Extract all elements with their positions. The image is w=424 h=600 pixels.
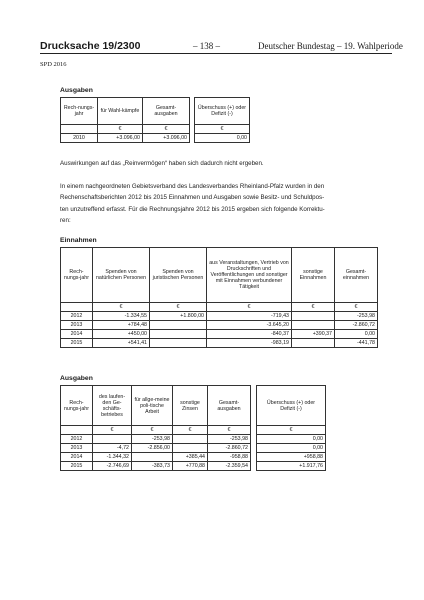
header-cell: für allge-meine poli-tische Arbeit <box>132 386 173 426</box>
value-cell: +541,41 <box>93 339 150 348</box>
value-cell: -253,98 <box>132 435 173 444</box>
table1-ausgaben <box>60 97 250 143</box>
value-cell <box>132 453 173 462</box>
header-cell: sonstige Einnahmen <box>292 248 335 303</box>
year-cell: 2012 <box>61 312 93 321</box>
unit-cell: € <box>150 303 207 312</box>
value-cell <box>292 312 335 321</box>
value-cell: -2.359,54 <box>208 462 251 471</box>
unit-cell: € <box>208 426 251 435</box>
header-cell: für Wahl-kämpfe <box>98 98 143 125</box>
table1-unit-row <box>61 125 250 134</box>
value-cell: -2.860,72 <box>335 321 378 330</box>
value-cell: -1.334,55 <box>93 312 150 321</box>
header-cell: des laufen-den Ge-schäfts-betriebes <box>93 386 132 426</box>
value-cell: -2.856,00 <box>132 444 173 453</box>
value-cell: -2.746,69 <box>93 462 132 471</box>
year-cell: 2015 <box>61 339 93 348</box>
value-cell <box>173 444 208 453</box>
unit-cell: € <box>335 303 378 312</box>
unit-cell: € <box>257 426 326 435</box>
year-cell: 2012 <box>61 435 93 444</box>
unit-cell: € <box>195 125 250 134</box>
value-cell: -253,98 <box>335 312 378 321</box>
table2-header-row <box>61 248 378 303</box>
value-cell: +770,88 <box>173 462 208 471</box>
value-cell: -719,43 <box>207 312 292 321</box>
table-row <box>61 312 378 321</box>
header-cell: sonstige Zinsen <box>173 386 208 426</box>
table2-einnahmen <box>60 247 378 348</box>
header-cell: aus Veranstaltungen, Vertrieb von Druckschriften und Veröffentlichungen und sonstiger mit Einnahmen verbundener Tätigkeit <box>207 248 292 303</box>
value-cell: +1.800,00 <box>150 312 207 321</box>
value-cell: +450,00 <box>93 330 150 339</box>
year-cell: 2014 <box>61 330 93 339</box>
table3-header-row <box>61 386 326 426</box>
paragraph-line: ren: <box>60 217 71 225</box>
value-cell: -253,98 <box>208 435 251 444</box>
value-cell: 0,00 <box>257 435 326 444</box>
header-cell: Überschuss (+) oder Defizit (-) <box>257 386 326 426</box>
value-cell: +390,37 <box>292 330 335 339</box>
value-cell <box>292 321 335 330</box>
unit-cell: € <box>143 125 190 134</box>
table1-title: Ausgaben <box>60 87 93 94</box>
table3-ausgaben <box>60 385 326 471</box>
header-rule <box>40 53 392 54</box>
publication-title: Deutscher Bundestag – 19. Wahlperiode <box>258 41 403 51</box>
table-row <box>61 453 326 462</box>
value-cell: 0,00 <box>335 330 378 339</box>
table3-title: Ausgaben <box>60 375 93 382</box>
value-cell: -983,19 <box>207 339 292 348</box>
table2-unit-row <box>61 303 378 312</box>
value-cell: +3.096,00 <box>143 134 190 143</box>
value-cell <box>93 435 132 444</box>
drucksache-number: 2300 <box>117 40 141 52</box>
table-row <box>61 330 378 339</box>
header-cell: Gesamt-ausgaben <box>208 386 251 426</box>
table-row <box>61 462 326 471</box>
value-cell: -4,72 <box>93 444 132 453</box>
year-cell: 2010 <box>61 134 98 143</box>
year-cell: 2015 <box>61 462 93 471</box>
value-cell <box>150 339 207 348</box>
value-cell: -840,37 <box>207 330 292 339</box>
unit-cell <box>61 125 98 134</box>
header-cell: Rech-nungs-jahr <box>61 386 93 426</box>
unit-cell: € <box>292 303 335 312</box>
table-row <box>61 435 326 444</box>
value-cell: -958,88 <box>208 453 251 462</box>
year-cell: 2014 <box>61 453 93 462</box>
value-cell: +1.917,76 <box>257 462 326 471</box>
drucksache-label <box>40 40 140 52</box>
header-cell: Gesamt-ausgaben <box>143 98 190 125</box>
value-cell: -441,78 <box>335 339 378 348</box>
value-cell: +784,48 <box>93 321 150 330</box>
value-cell: -2.860,72 <box>208 444 251 453</box>
value-cell <box>292 339 335 348</box>
value-cell: -3.645,20 <box>207 321 292 330</box>
unit-cell: € <box>93 426 132 435</box>
header-cell: Überschuss (+) oder Defizit (-) <box>195 98 250 125</box>
table3-unit-row <box>61 426 326 435</box>
value-cell: +385,44 <box>173 453 208 462</box>
page-number: – 138 – <box>193 41 220 51</box>
value-cell: +3.096,00 <box>98 134 143 143</box>
unit-cell: € <box>98 125 143 134</box>
unit-cell: € <box>132 426 173 435</box>
value-cell: 0,00 <box>257 444 326 453</box>
table-row <box>61 339 378 348</box>
header-cell: Spenden von natürlichen Personen <box>93 248 150 303</box>
header-cell: Rech-nungs-jahr <box>61 98 98 125</box>
value-cell: 0,00 <box>195 134 250 143</box>
table-row <box>61 134 250 143</box>
paragraph-korrektur <box>60 181 400 227</box>
year-cell: 2013 <box>61 321 93 330</box>
table-row <box>61 321 378 330</box>
value-cell: -1.344,32 <box>93 453 132 462</box>
value-cell <box>150 330 207 339</box>
year-cell: 2013 <box>61 444 93 453</box>
drucksache-prefix: Drucksache 19/ <box>40 40 118 52</box>
paragraph-reinvermoegen: Auswirkungen auf das „Reinvermögen“ haben sich dadurch nicht ergeben. <box>60 160 264 167</box>
unit-cell: € <box>207 303 292 312</box>
table1-header-row <box>61 98 250 125</box>
unit-cell <box>61 426 93 435</box>
header-cell: Gesamt-einnahmen <box>335 248 378 303</box>
unit-cell <box>61 303 93 312</box>
header-cell: Spenden von juristischen Personen <box>150 248 207 303</box>
value-cell <box>173 435 208 444</box>
party-year-label: SPD 2016 <box>40 61 67 68</box>
value-cell: -383,73 <box>132 462 173 471</box>
value-cell <box>150 321 207 330</box>
paragraph-line: In einem nachgeordneten Gebietsverband des Landesverbandes Rheinland-Pfalz wurden in den <box>60 183 325 190</box>
header-cell: Rech-nungs-jahr <box>61 248 93 303</box>
paragraph-line: Rechenschaftsberichten 2012 bis 2015 Einnahmen und Ausgaben sowie Besitz- und Schuldpos- <box>60 194 325 202</box>
value-cell: +958,88 <box>257 453 326 462</box>
paragraph-line: ten unzutreffend erfasst. Für die Rechnungsjahre 2012 bis 2015 ergeben sich folgende Korrektu- <box>60 205 325 213</box>
table-row <box>61 444 326 453</box>
unit-cell: € <box>93 303 150 312</box>
table2-title: Einnahmen <box>60 237 97 244</box>
unit-cell: € <box>173 426 208 435</box>
